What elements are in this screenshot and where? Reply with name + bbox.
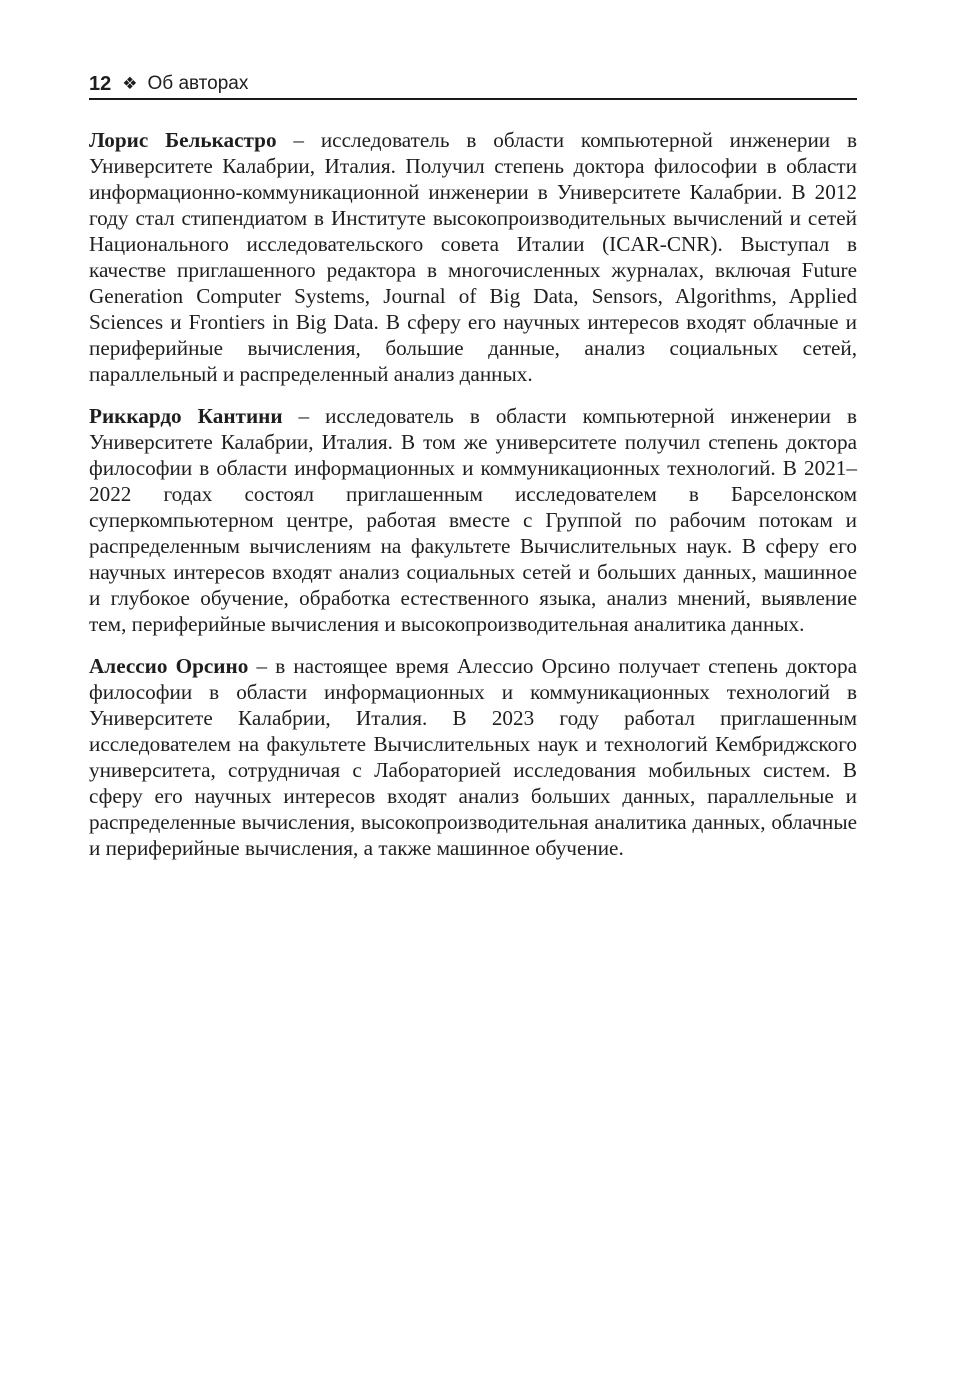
bio-text: – исследователь в области компьютерной инженерии в Университете Калабрии, Италия. Получил степень доктора философии в области информационно-коммуникационной инженерии в Университете Калабрии. В 2012 году стал стипендиатом в Институте высокопроизводительных вычислений и сетей Национального исследовательского совета Италии (ICAR-CNR). Выступал в качестве приглашенного редактора в многочисленных журналах, включая Future Generation Computer Systems, Journal of Big Data, Sensors, Algorithms, Applied Sciences и Frontiers in Big Data. В сферу его научных интересов входят облачные и периферийные вычисления, большие данные, анализ социальных сетей, параллельный и распределенный анализ данных.: [89, 128, 857, 386]
section-title: Об авторах: [147, 73, 249, 94]
page-header: [89, 70, 857, 100]
author-name: Риккардо Кантини: [89, 404, 283, 428]
bio-text: – исследователь в области компьютерной инженерии в Университете Калабрии, Италия. В том же университете получил степень доктора философии в области информационных и коммуникационных технологий. В 2021–2022 годах состоял приглашенным исследователем в Барселонском суперкомпьютерном центре, работая вместе с Группой по рабочим потокам и распределенным вычислениям на факультете Вычислительных наук. В сферу его научных интересов входят анализ социальных сетей и больших данных, машинное и глубокое обучение, обработка естественного языка, анализ мнений, выявление тем, периферийные вычисления и высокопроизводительная аналитика данных.: [89, 404, 857, 636]
bio-paragraph: [89, 403, 857, 637]
bio-text: – в настоящее время Алессио Орсино получает степень доктора философии в области информационных и коммуникационных технологий в Университете Калабрии, Италия. В 2023 году работал приглашенным исследователем на факультете Вычислительных наук и технологий Кембриджского университета, сотрудничая с Лабораторией исследования мобильных систем. В сферу его научных интересов входят анализ больших данных, параллельные и распределенные вычисления, высокопроизводительная аналитика данных, облачные и периферийные вычисления, а также машинное обучение.: [89, 654, 857, 860]
page-number: 12: [89, 73, 112, 95]
bio-paragraph: [89, 653, 857, 861]
author-name: Алессио Орсино: [89, 654, 249, 678]
ornament-icon: ❖: [122, 74, 138, 93]
bio-paragraph: [89, 127, 857, 387]
author-name: Лорис Белькастро: [89, 128, 277, 152]
author-bios: [89, 127, 857, 877]
